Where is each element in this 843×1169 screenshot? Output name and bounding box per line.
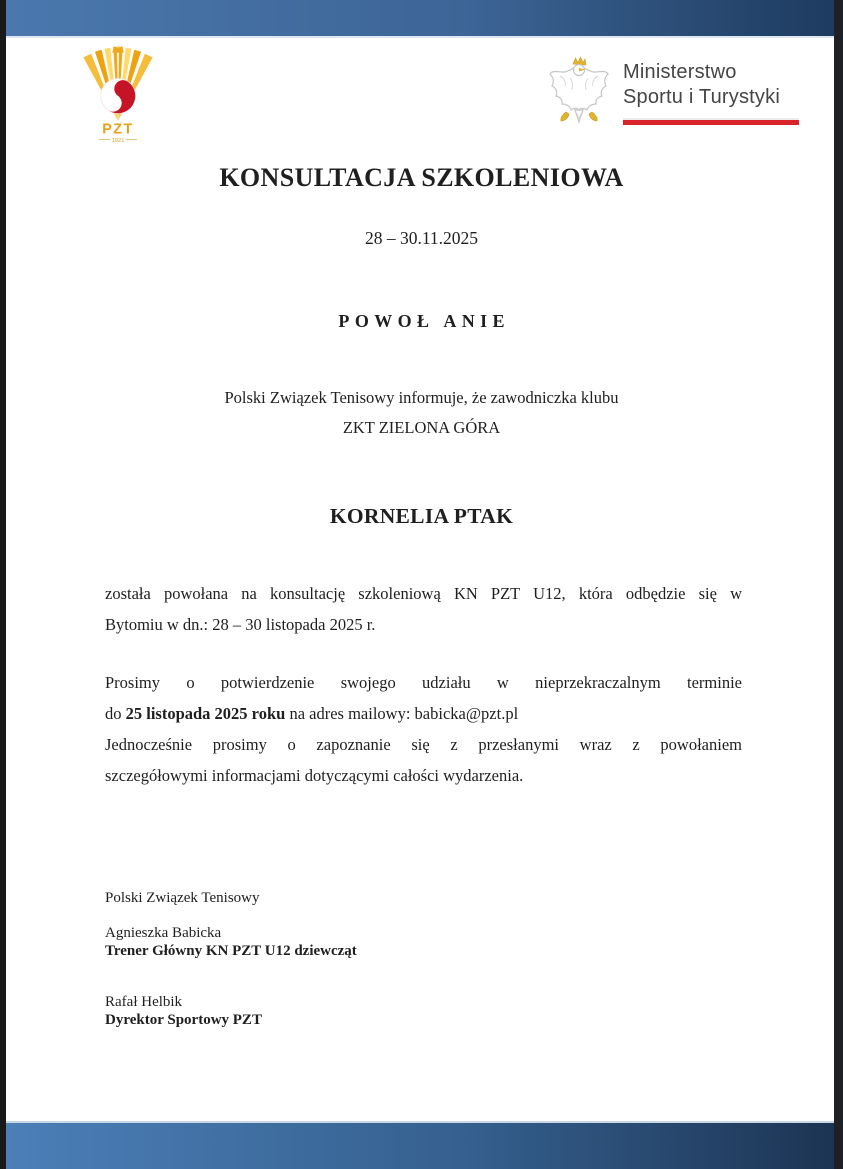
signature-organization: Polski Związek Tenisowy	[105, 890, 260, 906]
signature-block	[105, 889, 357, 1030]
body-paragraph-1	[105, 578, 742, 640]
ministry-name-line1: Ministerstwo	[623, 61, 737, 83]
email-address: babicka@pzt.pl	[414, 704, 519, 723]
bottom-border-bar	[0, 1121, 843, 1169]
body-paragraph-3-line1: Jednocześnie prosimy o zapoznanie się z przesłanymi wraz z powołaniem	[105, 735, 742, 754]
body-paragraph-2-line1: Prosimy o potwierdzenie swojego udziału w nieprzekraczalnym terminie	[105, 673, 742, 692]
ministry-name-line2: Sportu i Turystyki	[623, 86, 780, 108]
deadline-middle: na adres mailowy:	[285, 704, 415, 723]
ministry-name	[623, 56, 799, 125]
section-heading-powolanie: POWOŁ ANIE	[338, 311, 510, 331]
body-paragraph-3-line2: szczegółowymi informacjami dotyczącymi całości wydarzenia.	[105, 766, 524, 785]
deadline-prefix: do	[105, 704, 126, 723]
top-border-bar	[0, 0, 843, 38]
signer-1-name: Agnieszka Babicka	[105, 924, 222, 941]
body-paragraph-2	[105, 667, 742, 791]
athlete-name: KORNELIA PTAK	[329, 504, 514, 528]
signer-1	[105, 924, 357, 961]
body-paragraph-2-line2	[105, 698, 742, 729]
signer-2-name: Rafał Helbik	[105, 993, 183, 1010]
pzt-founding-year: 1921	[111, 138, 125, 144]
left-edge-strip	[0, 0, 6, 1169]
document-title: KONSULTACJA SZKOLENIOWA	[219, 163, 624, 192]
intro-line2-club-name: ZKT ZIELONA GÓRA	[342, 418, 501, 437]
body-paragraph-1-line2: Bytomiu w dn.: 28 – 30 listopada 2025 r.	[105, 615, 376, 634]
deadline-date: 25 listopada 2025 roku	[125, 704, 286, 723]
right-edge-strip	[834, 0, 843, 1169]
intro-paragraph	[0, 383, 843, 443]
ministry-red-bar	[623, 118, 799, 125]
signer-2	[105, 993, 357, 1030]
event-date-range: 28 – 30.11.2025	[364, 228, 479, 248]
intro-line1: Polski Związek Tenisowy informuje, że zawodniczka klubu	[224, 388, 619, 407]
pzt-trophy-icon	[76, 44, 160, 144]
body-paragraph-1-line1: została powołana na konsultację szkoleniową KN PZT U12, która odbędzie się w	[105, 584, 742, 603]
ministry-logo	[548, 56, 799, 126]
signer-1-title: Trener Główny KN PZT U12 dziewcząt	[105, 943, 357, 959]
pzt-logo	[76, 44, 160, 144]
ministry-eagle-icon	[548, 56, 610, 126]
pzt-acronym: PZT	[102, 121, 134, 138]
signer-2-title: Dyrektor Sportowy PZT	[105, 1012, 262, 1028]
